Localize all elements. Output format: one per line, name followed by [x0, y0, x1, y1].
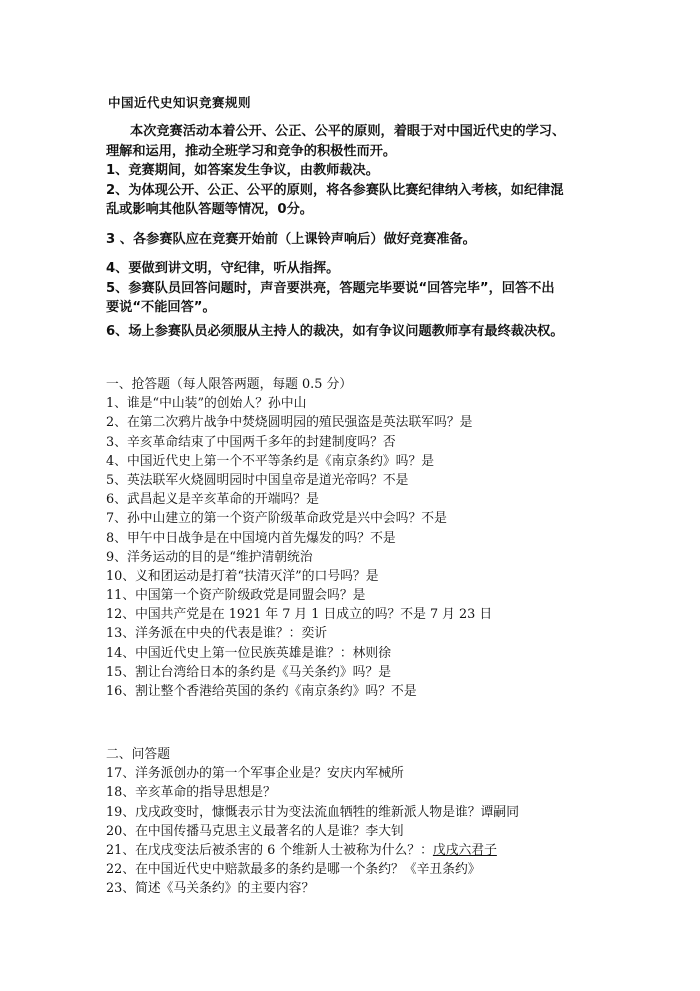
question-item: 22、在中国近代史中赔款最多的条约是哪一个条约？《辛丑条约》 [106, 862, 481, 878]
question-item: 7、孙中山建立的第一个资产阶级革命政党是兴中会吗？不是 [106, 511, 447, 527]
question-item: 14、中国近代史上第一位民族英雄是谁？：林则徐 [106, 645, 392, 661]
question-item: 6、武昌起义是辛亥革命的开端吗？是 [106, 492, 319, 508]
question-item: 12、中国共产党是在 1921 年 7 月 1 日成立的吗？不是 7 月 23 日 [106, 607, 493, 623]
rule-3: 3 、各参赛队应在竞赛开始前（上课铃声响后）做好竞赛准备。 [106, 231, 476, 247]
intro-line-2: 理解和运用，推动全班学习和竞争的积极性而开。 [106, 143, 397, 159]
question-item: 17、洋务派创办的第一个军事企业是？安庆内军械所 [106, 766, 404, 782]
question-item: 4、中国近代史上第一个不平等条约是《南京条约》吗？是 [106, 453, 435, 469]
rule-5-cont: 要说“不能回答”。 [106, 300, 216, 315]
question-item: 8、甲午中日战争是在中国境内首先爆发的吗？不是 [106, 530, 396, 546]
question-item: 15、割让台湾给日本的条约是《马关条约》吗？是 [106, 664, 392, 680]
rule-2: 2、为体现公开、公正、公平的原则，将各参赛队比赛纪律纳入考核，如纪律混 [106, 182, 564, 198]
question-item [106, 841, 519, 860]
rule-1: 1、竞赛期间，如答案发生争议，由教师裁决。 [106, 163, 379, 178]
document-title: 中国近代史知识竞赛规则 [108, 95, 252, 110]
question-item: 5、英法联军火烧圆明园时中国皇帝是道光帝吗？不是 [106, 472, 409, 488]
underlined-answer: 戊戌六君子 [432, 842, 497, 858]
question-item: 9、洋务运动的目的是“维护清朝统治 [106, 549, 313, 565]
section2-heading: 二、问答题 [106, 747, 170, 762]
rules-block [106, 122, 616, 341]
question-item: 1、谁是“中山装”的创始人？孙中山 [106, 396, 307, 412]
question-item: 11、中国第一个资产阶级政党是同盟会吗？是 [106, 588, 366, 604]
section-qa [106, 745, 519, 899]
question-text: 21、在戊戌变法后被杀害的 6 个维新人士被称为什么？： [106, 842, 433, 858]
rule-6: 6、场上参赛队员必须服从主持人的裁决，如有争议问题教师享有最终裁决权。 [106, 323, 564, 339]
question-item: 3、辛亥革命结束了中国两千多年的封建制度吗？否 [106, 434, 396, 450]
question-item: 10、义和团运动是打着“扶清灭洋”的口号吗？是 [106, 568, 379, 584]
question-item: 2、在第二次鸦片战争中焚烧圆明园的殖民强盗是英法联军吗？是 [106, 415, 473, 431]
question-item: 18、辛亥革命的指导思想是？ [106, 785, 276, 801]
question-item: 13、洋务派在中央的代表是谁？：奕䜣 [106, 626, 328, 642]
rule-4: 4、要做到讲文明，守纪律，听从指挥。 [106, 261, 340, 276]
section1-heading: 一、抢答题（每人限答两题，每题 0.5 分） [106, 377, 353, 392]
question-item: 19、戊戌政变时，慷慨表示甘为变法流血牺牲的维新派人物是谁？谭嗣同 [106, 804, 519, 820]
rule-2-cont: 乱或影响其他队答题等情况，0分。 [106, 202, 313, 217]
section-quick-answer [106, 375, 492, 701]
question-item: 23、简述《马关条约》的主要内容？ [106, 881, 315, 897]
intro-line-1: 本次竞赛活动本着公开、公正、公平的原则，着眼于对中国近代史的学习、 [130, 124, 566, 139]
question-item: 20、在中国传播马克思主义最著名的人是谁？李大钊 [106, 823, 404, 839]
rule-5: 5、参赛队员回答问题时，声音要洪亮，答题完毕要说“回答完毕”，回答不出 [106, 280, 555, 296]
question-item: 16、割让整个香港给英国的条约《南京条约》吗？不是 [106, 684, 417, 699]
